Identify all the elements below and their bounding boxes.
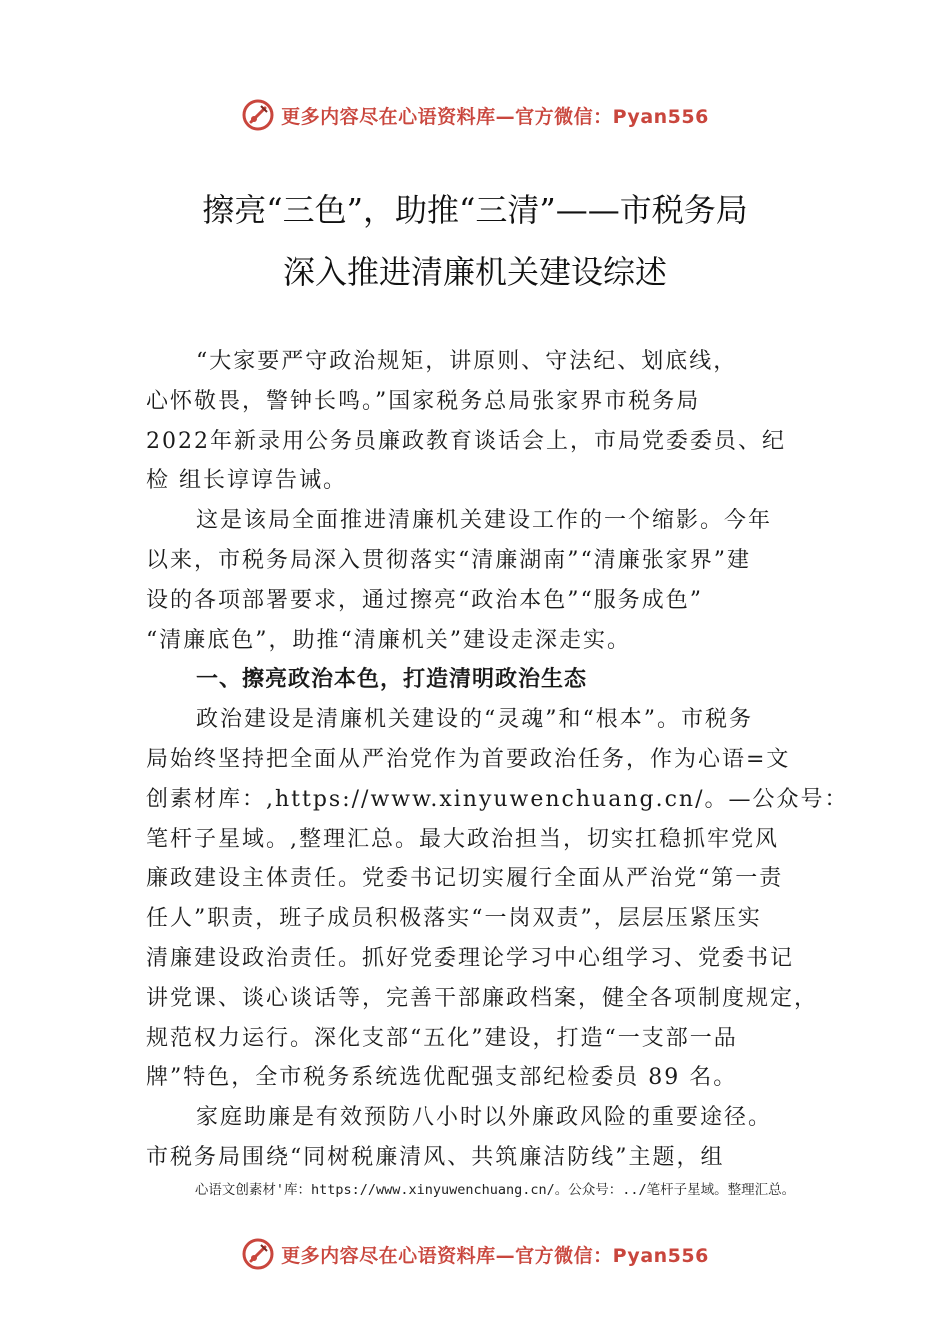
body-line: 这是该局全面推进清廉机关建设工作的一个缩影。今年 xyxy=(196,508,773,534)
logo-icon xyxy=(241,98,275,132)
body-line: 笔杆子星域。,整理汇总。最大政治担当，切实扛稳抓牢党风 xyxy=(146,826,779,852)
body-line: 任人”职责，班子成员积极落实“一岗双责”，层层压紧压实 xyxy=(146,906,762,932)
section-heading: 一、擦亮政治本色，打造清明政治生态 xyxy=(196,667,588,693)
logo-icon xyxy=(241,1237,275,1271)
body-line: 检 组长谆谆告诫。 xyxy=(146,468,347,494)
body-line: 以来，市税务局深入贯彻落实“清廉湖南”“清廉张家界”建 xyxy=(146,547,751,573)
document-title-line2: 深入推进清廉机关建设综述 xyxy=(282,253,667,291)
body-line: 政治建设是清廉机关建设的“灵魂”和“根本”。市税务 xyxy=(196,707,753,733)
body-line: “大家要严守政治规矩，讲原则、守法纪、划底线， xyxy=(196,349,738,374)
body-line: “清廉底色”，助推“清廉机关”建设走深走实。 xyxy=(146,627,631,653)
footer-banner-text: 更多内容尽在心语资料库—官方微信：Pyan556 xyxy=(281,1244,709,1267)
article-body xyxy=(146,342,849,1178)
body-line: 廉政建设主体责任。党委书记切实履行全面从严治党“第一责 xyxy=(146,866,784,892)
body-line: 创素材库：,https://www.xinyuwenchuang.cn/。—公众号： xyxy=(146,786,849,812)
body-line: 清廉建设政治责任。抓好党委理论学习中心组学习、党委书记 xyxy=(146,945,795,971)
footer-banner xyxy=(0,1234,950,1274)
header-banner xyxy=(0,95,950,135)
document-title-line1: 擦亮“三色”，助推“三清”——市税务局 xyxy=(202,191,748,229)
body-line: 牌”特色，全市税务系统选优配强支部纪检委员 89 名。 xyxy=(146,1065,738,1091)
body-line: 市税务局围绕“同树税廉清风、共筑廉洁防线”主题，组 xyxy=(146,1144,725,1170)
body-line: 家庭助廉是有效预防八小时以外廉政风险的重要途径。 xyxy=(196,1105,773,1131)
body-line: 心怀敬畏，警钟长鸣。”国家税务总局张家界市税务局 xyxy=(146,388,701,414)
body-line: 讲党课、谈心谈话等，完善干部廉政档案，健全各项制度规定， xyxy=(146,985,819,1011)
body-line: 局始终坚持把全面从严治党作为首要政治任务，作为心语=文 xyxy=(146,746,791,772)
body-line: 规范权力运行。深化支部“五化”建设，打造“一支部一品 xyxy=(146,1025,738,1051)
body-line: 设的各项部署要求，通过擦亮“政治本色”“服务成色” xyxy=(146,587,703,613)
header-banner-text: 更多内容尽在心语资料库—官方微信：Pyan556 xyxy=(281,105,709,128)
page-footnote: 心语文创素材'库：https://www.xinyuwenchuang.cn/。公众号：../笔杆子星域。整理汇总。 xyxy=(194,1182,796,1198)
body-line: 2022年新录用公务员廉政教育谈话会上，市局党委委员、纪 xyxy=(146,428,786,454)
